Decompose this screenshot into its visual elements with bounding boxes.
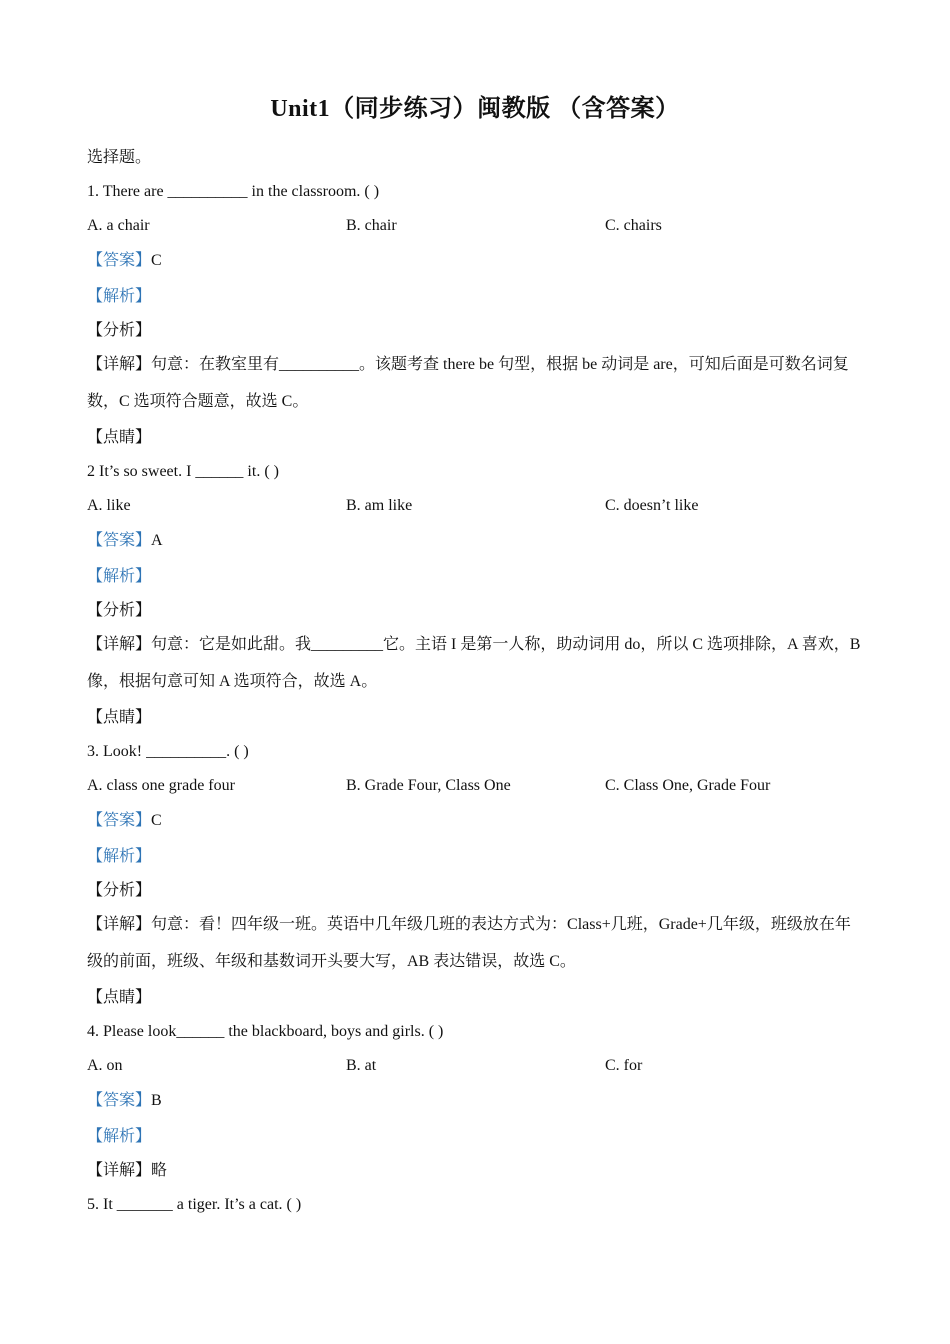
detail-text: 句意：它是如此甜。我_________它。主语 I 是第一人称，助动词用 do，所以 C 选项排除，A 喜欢，B 像，根据句意可知 A 选项符合，故选 A。 — [87, 636, 861, 690]
question-2-detail — [87, 626, 865, 700]
question-2-option-b: B. am like — [346, 497, 413, 514]
question-2-analysis-label: 【解析】 — [87, 568, 152, 585]
section-heading: 选择题。 — [87, 149, 152, 166]
question-2-option-c: C. doesn’t like — [605, 497, 699, 514]
answer-label: 【答案】 — [87, 812, 152, 829]
detail-label: 【详解】 — [87, 636, 152, 653]
question-3-fenxi-label: 【分析】 — [87, 882, 152, 899]
question-2-stem: 2 It’s so sweet. I ______ it. ( ) — [87, 463, 279, 480]
question-2-dianjing-label: 【点睛】 — [87, 709, 152, 726]
detail-label: 【详解】 — [87, 356, 152, 373]
question-4-option-b: B. at — [346, 1057, 377, 1074]
question-1-option-c: C. chairs — [605, 217, 662, 234]
answer-value: C — [151, 812, 162, 829]
question-3-analysis-label: 【解析】 — [87, 848, 152, 865]
question-3-option-b: B. Grade Four, Class One — [346, 777, 511, 794]
question-4-detail — [87, 1160, 167, 1182]
question-1-option-a: A. a chair — [87, 217, 150, 234]
answer-label: 【答案】 — [87, 1092, 152, 1109]
answer-value: A — [151, 532, 163, 549]
detail-text: 略 — [151, 1162, 168, 1179]
question-4-answer — [87, 1090, 162, 1112]
answer-value: C — [151, 252, 162, 269]
detail-label: 【详解】 — [87, 916, 152, 933]
question-3-stem: 3. Look! __________. ( ) — [87, 743, 249, 760]
question-4-stem: 4. Please look______ the blackboard, boys and girls. ( ) — [87, 1023, 444, 1040]
detail-text: 句意：在教室里有__________。该题考查 there be 句型，根据 be 动词是 are，可知后面是可数名词复数，C 选项符合题意，故选 C。 — [87, 356, 849, 410]
question-1-stem: 1. There are __________ in the classroom. ( ) — [87, 183, 380, 200]
question-1-detail — [87, 346, 865, 420]
question-4-analysis-label: 【解析】 — [87, 1128, 152, 1145]
question-2-fenxi-label: 【分析】 — [87, 602, 152, 619]
question-3-option-c: C. Class One, Grade Four — [605, 777, 771, 794]
question-4-option-a: A. on — [87, 1057, 123, 1074]
answer-label: 【答案】 — [87, 252, 152, 269]
answer-label: 【答案】 — [87, 532, 152, 549]
question-4-option-c: C. for — [605, 1057, 643, 1074]
question-3-dianjing-label: 【点睛】 — [87, 989, 152, 1006]
question-1-dianjing-label: 【点睛】 — [87, 429, 152, 446]
question-1-option-b: B. chair — [346, 217, 397, 234]
question-3-answer — [87, 810, 162, 832]
question-3-option-a: A. class one grade four — [87, 777, 235, 794]
question-2-answer — [87, 530, 163, 552]
question-2-option-a: A. like — [87, 497, 131, 514]
detail-text: 句意：看！四年级一班。英语中几年级几班的表达方式为：Class+几班，Grade+几年级，班级放在年级的前面，班级、年级和基数词开头要大写，AB 表达错误，故选 C。 — [87, 916, 851, 970]
document-title: Unit1（同步练习）闽教版 （含答案） — [270, 96, 680, 122]
question-1-analysis-label: 【解析】 — [87, 288, 152, 305]
question-3-detail — [87, 906, 865, 980]
question-5-stem: 5. It _______ a tiger. It’s a cat. ( ) — [87, 1196, 302, 1213]
question-1-answer — [87, 250, 162, 272]
question-1-fenxi-label: 【分析】 — [87, 322, 152, 339]
detail-label: 【详解】 — [87, 1162, 152, 1179]
answer-value: B — [151, 1092, 162, 1109]
